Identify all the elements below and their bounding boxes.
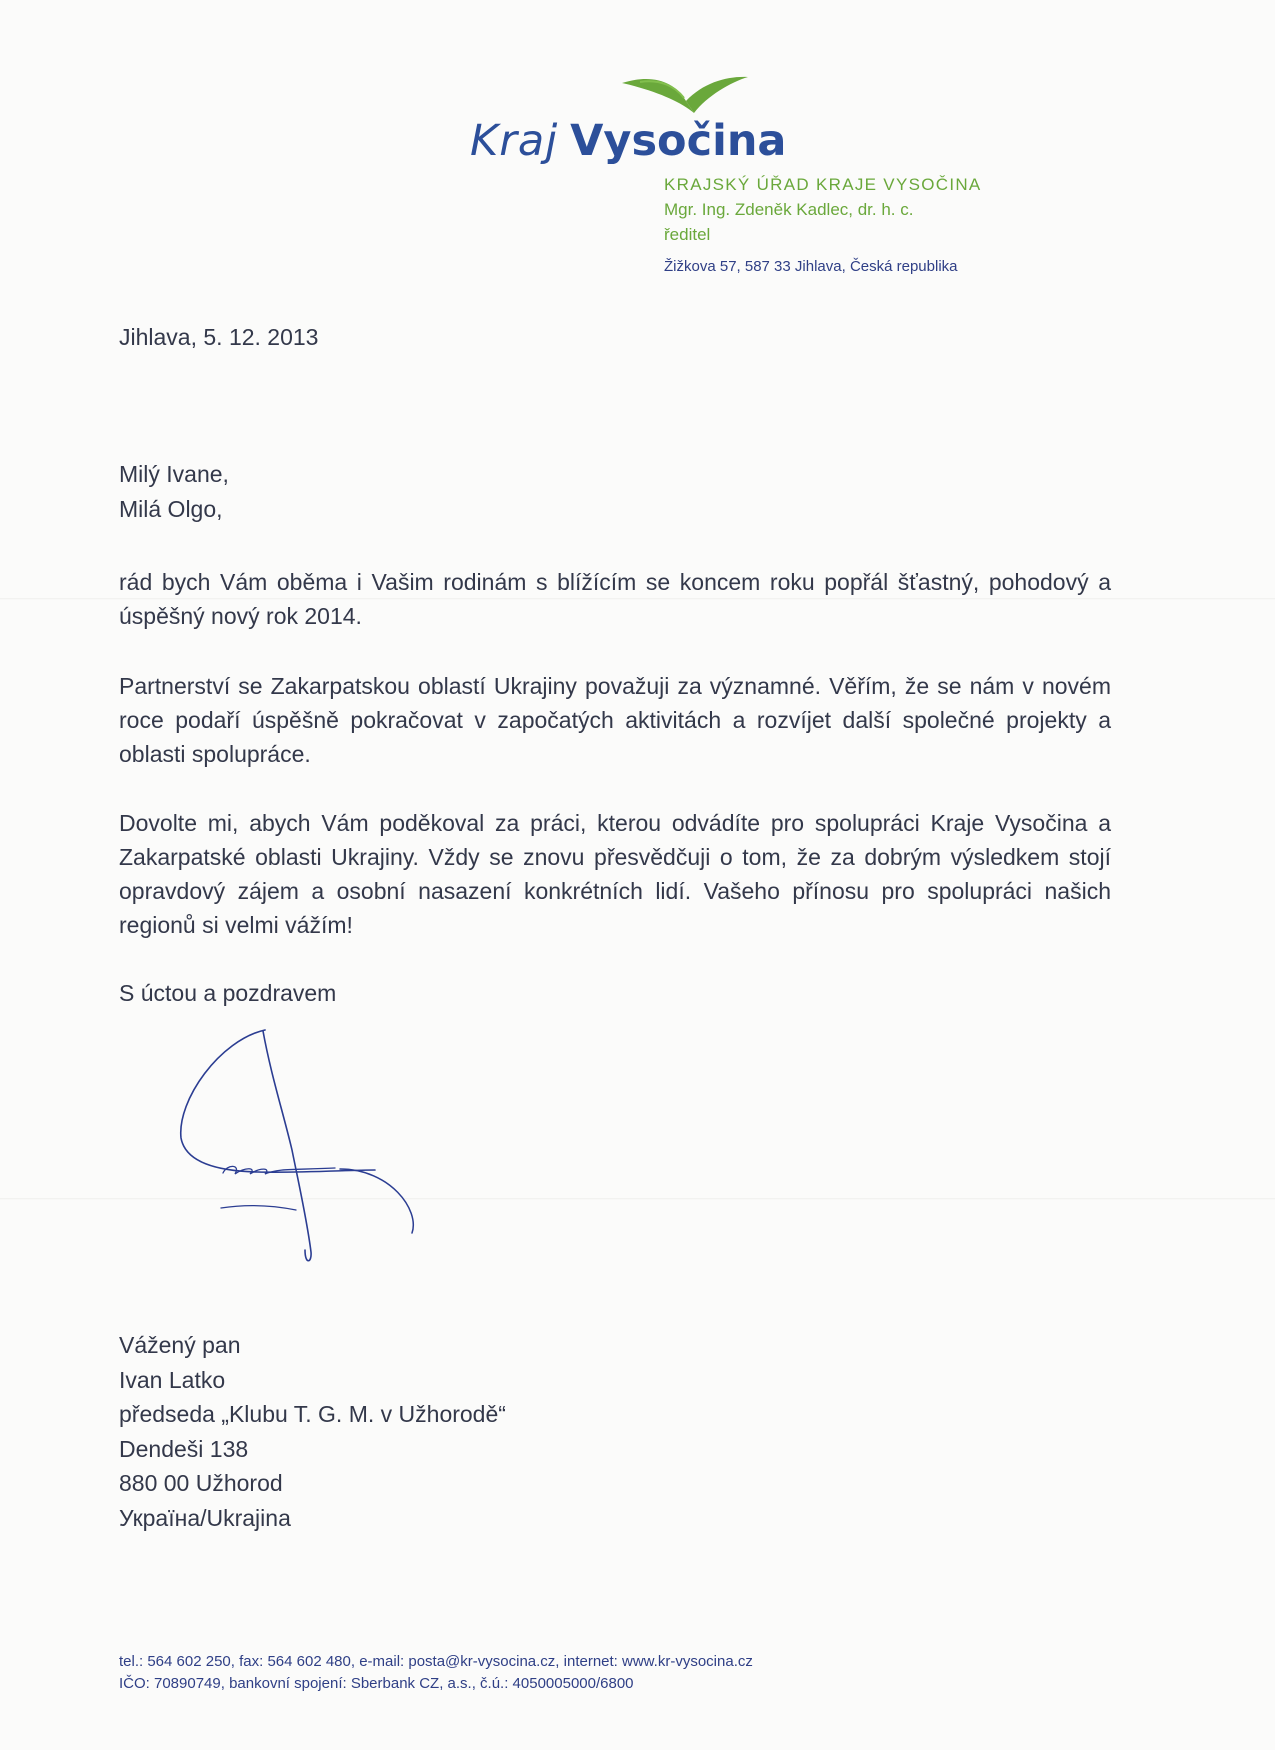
sender-address: Žižkova 57, 587 33 Jihlava, Česká republika [664, 258, 958, 275]
letter-closing: S úctou a pozdravem [119, 980, 337, 1006]
sender-block [664, 173, 1124, 277]
letter-paragraph-thanks: Dovolte mi, abych Vám poděkoval za práci, kterou odvádíte pro spolupráci Kraje Vysočina a Zakarpatské oblasti Ukrajiny. Vždy se znovu přesvědčuji o tom, že za dobrým výsledkem stojí opravdový zájem a osobní nasazení konkrétních lidí. Vašeho přínosu pro spolupráci našich regionů si velmi vážím! [119, 810, 1111, 938]
greeting-block [119, 457, 229, 527]
handwritten-signature [175, 1020, 475, 1265]
sender-role: ředitel [664, 225, 711, 244]
letter-paragraph-new-year: rád bych Vám oběma i Vašim rodinám s blížícím se koncem roku popřál šťastný, pohodový a úspěšný nový rok 2014. [119, 569, 1111, 629]
sender-office: KRAJSKÝ ÚŘAD KRAJE VYSOČINA [664, 175, 982, 194]
logo-kraj-text: Kraj [470, 116, 559, 166]
letter-date: Jihlava, 5. 12. 2013 [119, 324, 319, 350]
recipient-salutation: Vážený pan [119, 1332, 241, 1358]
sender-name: Mgr. Ing. Zdeněk Kadlec, dr. h. c. [664, 200, 914, 219]
kraj-vysocina-logo [470, 70, 787, 170]
recipient-city: 880 00 Užhorod [119, 1470, 283, 1497]
letter-paragraph-partnership: Partnerství se Zakarpatskou oblastí Ukrajiny považuji za významné. Věřím, že se nám v novém roce podaří úspěšně pokračovat v započatých aktivitách a rozvíjet další společné projekty a oblasti spolupráce. [119, 673, 1111, 767]
logo-wordmark [470, 114, 786, 168]
recipient-name: Ivan Latko [119, 1366, 226, 1393]
recipient-street: Dendeši 138 [119, 1435, 249, 1462]
logo-vysocina-text: Vysočina [570, 116, 787, 166]
greeting-line-olga: Milá Olgo, [119, 496, 223, 522]
greeting-line-ivan: Milý Ivane, [119, 461, 229, 487]
footer-bank-line: IČO: 70890749, bankovní spojení: Sberbank CZ, a.s., č.ú.: 4050005000/6800 [119, 1675, 634, 1692]
recipient-title: předseda „Klubu T. G. M. v Užhorodě“ [119, 1401, 506, 1428]
letter-footer [119, 1651, 753, 1695]
footer-contact-line: tel.: 564 602 250, fax: 564 602 480, e-mail: posta@kr-vysocina.cz, internet: www.kr-vysocina.cz [119, 1653, 753, 1670]
recipient-address-block [119, 1328, 506, 1536]
recipient-country: Україна/Ukrajina [119, 1504, 291, 1531]
